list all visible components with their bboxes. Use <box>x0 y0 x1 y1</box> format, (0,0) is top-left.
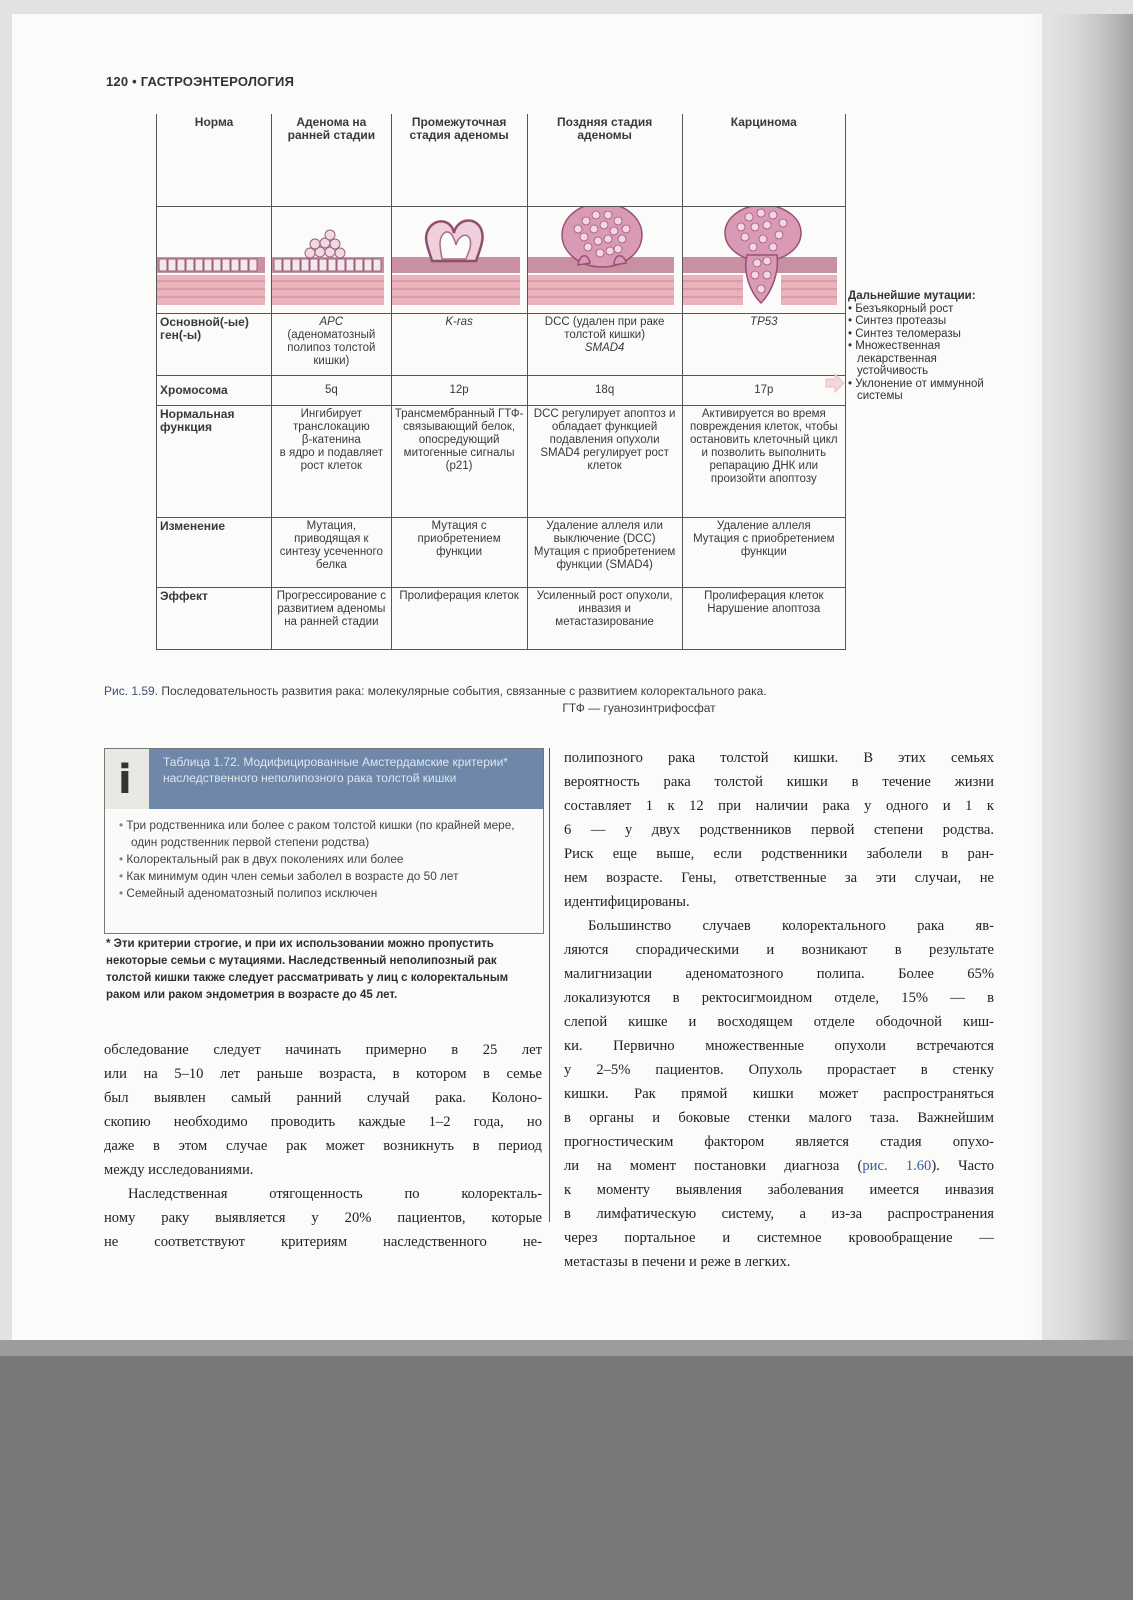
text-line: идентифицированы. <box>564 894 690 910</box>
text-line: через портальное и системное кровообращение — <box>564 1230 994 1246</box>
cell-function-early <box>272 406 391 518</box>
text-line: в лимфатическую систему, а из-за распространения <box>564 1206 994 1222</box>
row-label-effect: Эффект <box>157 588 272 650</box>
gene-name: TP53 <box>750 316 778 328</box>
paragraph <box>564 914 994 1274</box>
cell-text: Удаление аллеля или выключение (DCC) <box>546 520 663 545</box>
list-item-text: Три родственника или более с раком толстой кишки (по крайней мере, один родственник первой степени родства) <box>126 818 515 849</box>
gene-name: APC <box>319 316 344 328</box>
cell-text: SMAD4 регулирует рост клеток <box>540 447 669 472</box>
list-item-text: Безъякорный рост <box>855 302 954 315</box>
text-line: 6 — у двух родственников первой степени родства. <box>564 822 994 838</box>
info-icon-wrap <box>105 749 149 809</box>
cell-text: (аденоматозный полипоз толстой кишки) <box>287 329 376 367</box>
text-line: к моменту выявления заболевания имеется инвазия <box>564 1182 994 1198</box>
row-label-change: Изменение <box>157 518 272 588</box>
text-line: кишки. Рак прямой кишки может распространяться <box>564 1086 994 1102</box>
cell-text: Ингибирует транслокацию <box>292 408 370 433</box>
text-line <box>564 1154 994 1178</box>
text-line: составляет 1 к 12 при наличии рака у одного и 1 к <box>564 798 994 814</box>
gene-name: SMAD4 <box>584 342 625 354</box>
column-header-carcinoma: Карцинома <box>682 114 845 207</box>
paragraph <box>104 1038 542 1182</box>
illustration-early-adenoma <box>272 207 391 314</box>
arrow-right-icon <box>824 372 846 394</box>
list-item-text: Синтез теломеразы <box>855 327 961 340</box>
text-line: или на 5–10 лет раньше возраста, в котором в семье <box>104 1066 542 1082</box>
cell-effect-intermediate: Пролиферация клеток <box>391 588 527 650</box>
list-item: • Колоректальный рак в двух поколениях или более <box>119 852 404 866</box>
cell-chromosome-early: 5q <box>272 376 391 406</box>
cell-effect-early: Прогрессирование с развитием аденомы на ранней стадии <box>272 588 391 650</box>
text-line: в органы и боковые стенки малого таза. Важнейшим <box>564 1110 994 1126</box>
text-line: ному раку выявляется у 20% пациентов, которые <box>104 1210 542 1226</box>
text-line: у 2–5% пациентов. Опухоль прорастает в стенку <box>564 1062 994 1078</box>
cell-change-early: Мутация, приводящая к синтезу усеченного белка <box>272 518 391 588</box>
illustration-late-adenoma <box>527 207 682 314</box>
text-line: ки. Первично множественные опухоли встречаются <box>564 1038 994 1054</box>
cell-genes-early <box>272 314 391 376</box>
text-line: нем возрасте. Гены, ответственные за эти случаи, не <box>564 870 994 886</box>
info-icon: i <box>118 757 132 803</box>
list-item-text: Как минимум один член семьи заболел в возрасте до 50 лет <box>126 869 459 883</box>
cell-text: Удаление аллеля <box>716 520 811 532</box>
cell-change-late <box>527 518 682 588</box>
text-line: полипозного рака толстой кишки. В этих семьях <box>564 750 994 766</box>
cell-change-carcinoma <box>682 518 845 588</box>
further-mutations-title: Дальнейшие мутации: <box>848 290 976 302</box>
row-label-genes: Основной(-ые) ген(-ы) <box>157 314 272 376</box>
text-line: ляются спорадическими и возникают в результате <box>564 942 994 958</box>
illustration-intermediate-adenoma <box>391 207 527 314</box>
cell-text: Пролиферация клеток <box>704 590 824 602</box>
figure-caption <box>104 683 1024 717</box>
cell-genes-late <box>527 314 682 376</box>
list-item-text: Синтез протеазы <box>855 315 947 327</box>
cell-chromosome-carcinoma: 17p <box>682 376 845 406</box>
text-line: обследование следует начинать примерно в 25 лет <box>104 1042 542 1058</box>
text-line: метастазы в печени и реже в легких. <box>564 1254 791 1270</box>
cell-text: в ядро и подавляет рост клеток <box>279 447 384 472</box>
text-line: Наследственная отягощенность по колоректаль- <box>128 1186 542 1202</box>
column-divider <box>549 748 550 1222</box>
list-item: • Уклонение от иммунной системы <box>848 377 984 402</box>
cell-function-late <box>527 406 682 518</box>
running-head <box>106 74 294 89</box>
left-column-text <box>104 1038 542 1254</box>
section-title: ГАСТРОЭНТЕРОЛОГИЯ <box>140 74 295 89</box>
row-label-function: Нормальная функция <box>157 406 272 518</box>
figure-reference-link[interactable]: рис. 1.60 <box>862 1158 932 1174</box>
criteria-list <box>119 817 537 902</box>
cell-text: Нарушение апоптоза <box>707 603 821 615</box>
right-column-text <box>564 746 994 1274</box>
text-line: локализуются в ректосигмоидном отделе, 15% — в <box>564 990 994 1006</box>
text-line: скопию необходимо проводить каждые 1–2 года, но <box>104 1114 542 1130</box>
list-item: • Множественная лекарственная устойчивость <box>848 340 941 377</box>
text-line: Риск еще выше, если родственники заболели в ран- <box>564 846 994 862</box>
text-line: слепой кишке и восходящем отделе ободочной киш- <box>564 1014 994 1030</box>
cell-text: DCC (удален при раке толстой кишки) <box>544 316 665 341</box>
list-item: • Три родственника или более с раком толстой кишки (по крайней мере, один родственник первой степени родства) <box>119 818 515 849</box>
cell-genes-carcinoma <box>682 314 845 376</box>
cell-effect-carcinoma <box>682 588 845 650</box>
cell-text: β-катенина <box>301 434 361 446</box>
text-line: прогностическим фактором является стадия опухо- <box>564 1134 994 1150</box>
text-line: Большинство случаев колоректального рака яв- <box>588 918 994 934</box>
info-box-title: Таблица 1.72. Модифицированные Амстердамские критерии* наследственного неполипозного рака толстой кишки <box>163 755 508 785</box>
text-line: вероятность рака толстой кишки в течение жизни <box>564 774 994 790</box>
column-header-intermediate: Промежуточная стадия аденомы <box>391 114 527 207</box>
list-item: • Синтез теломеразы <box>848 327 961 340</box>
text-line: не соответствуют критериям наследственного не- <box>104 1234 542 1250</box>
cell-change-intermediate: Мутация с приобретением функции <box>391 518 527 588</box>
text-line: малигнизации аденоматозного полипа. Более 65% <box>564 966 994 982</box>
info-box-header <box>105 749 543 809</box>
cell-function-intermediate: Трансмембранный ГТФ-связывающий белок, опосредующий митогенные сигналы (p21) <box>391 406 527 518</box>
text-line: был выявлен самый ранний случай рака. Колоно- <box>104 1090 542 1106</box>
caption-abbreviation: ГТФ — гуанозинтрифосфат <box>562 701 716 715</box>
illustration-carcinoma <box>682 207 845 314</box>
list-item: • Семейный аденоматозный полипоз исключен <box>119 886 378 900</box>
figure-table <box>156 114 846 650</box>
page-number: 120 <box>106 74 129 89</box>
cell-text: Мутация с приобретением функции (SMAD4) <box>533 546 676 571</box>
column-header-late: Поздняя стадия аденомы <box>527 114 682 207</box>
cell-effect-late: Усиленный рост опухоли, инвазия и метастазирование <box>527 588 682 650</box>
cell-text: Мутация с приобретением функции <box>693 533 835 558</box>
list-item-text: Уклонение от иммунной системы <box>855 377 984 402</box>
header-separator: • <box>132 74 137 89</box>
list-item-text: Семейный аденоматозный полипоз исключен <box>126 886 378 900</box>
cell-chromosome-late: 18q <box>527 376 682 406</box>
list-item: • Безъякорный рост <box>848 302 954 315</box>
column-header-norm: Норма <box>157 114 272 207</box>
text-line: между исследованиями. <box>104 1162 254 1178</box>
list-item: • Синтез протеазы <box>848 315 947 327</box>
list-item-text: Колоректальный рак в двух поколениях или более <box>126 852 404 866</box>
list-item-text: Множественная лекарственная устойчивость <box>855 340 941 377</box>
row-label-chromosome: Хромосома <box>157 376 272 406</box>
figure-label: Рис. 1.59. <box>104 684 159 698</box>
cell-function-carcinoma: Активируется во время повреждения клеток, чтобы остановить клеточный цикл и позволить выполнить репарацию ДНК или произойти апоптозу <box>682 406 845 518</box>
list-item: • Как минимум один член семьи заболел в возрасте до 50 лет <box>119 869 459 883</box>
text-fragment: ). Часто <box>931 1158 994 1174</box>
info-box-footnote: * Эти критерии строгие, и при их использовании можно пропустить некоторые семьи с мутациями. Наследственный неполипозный рак толстой кишки также следует рассматривать у лиц с колоректальным раком или раком эндометрия в возрасте до 45 лет. <box>106 938 509 1001</box>
paragraph <box>104 1182 542 1254</box>
column-header-early: Аденома на ранней стадии <box>272 114 391 207</box>
paragraph <box>564 746 994 914</box>
cell-text: DCC регулирует апоптоз и обладает функцией подавления опухоли <box>533 408 676 446</box>
info-box-table-1-72 <box>104 748 544 934</box>
gene-name: K-ras <box>445 316 473 328</box>
cell-chromosome-intermediate: 12p <box>391 376 527 406</box>
caption-text: Последовательность развития рака: молекулярные события, связанные с развитием колоректального рака. <box>161 684 767 698</box>
text-line: даже в этом случае рак может возникнуть в период <box>104 1138 542 1154</box>
illustration-norm <box>157 207 272 314</box>
further-mutations-note <box>848 290 988 403</box>
book-page <box>28 18 1028 1348</box>
text-fragment: ли на момент постановки диагноза ( <box>564 1158 863 1174</box>
cell-genes-intermediate <box>391 314 527 376</box>
